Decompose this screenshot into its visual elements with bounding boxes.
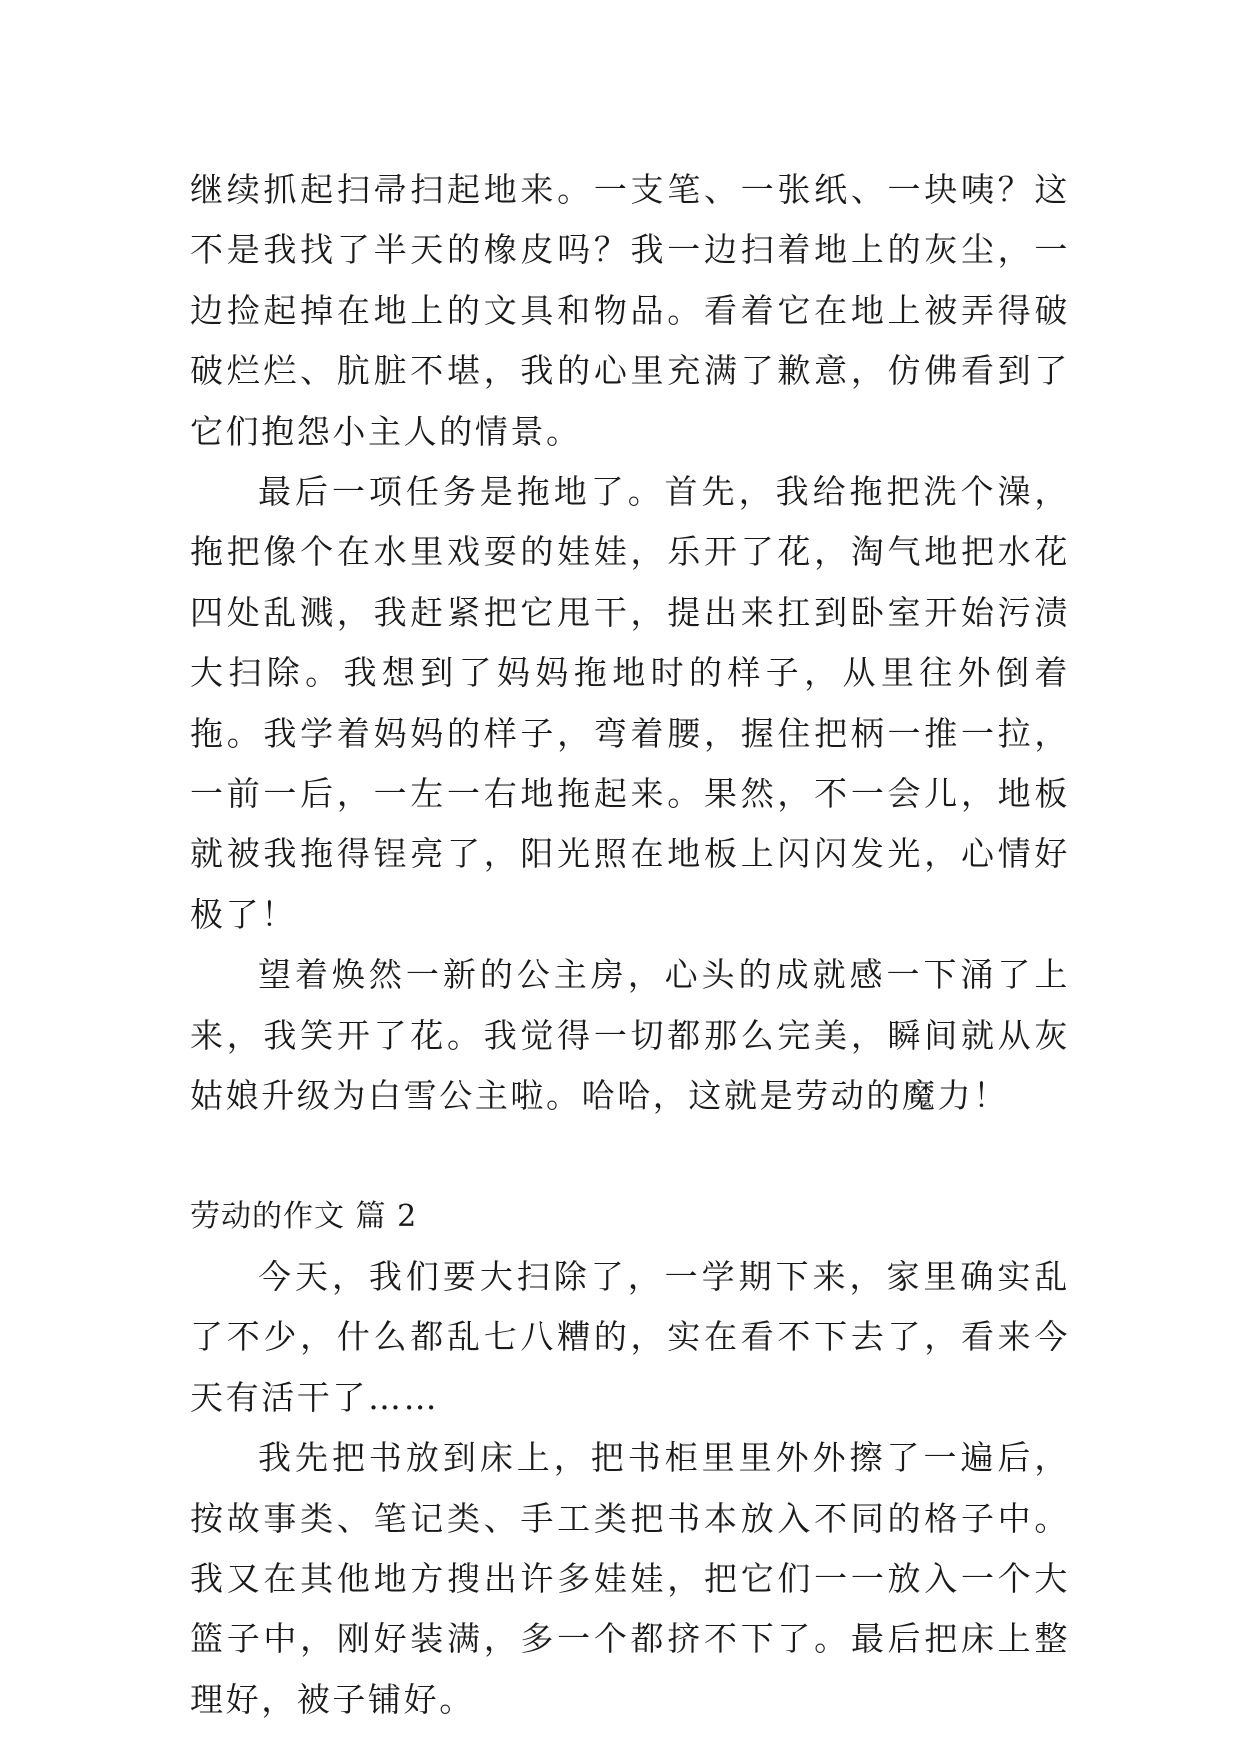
document-body	[190, 160, 1070, 1730]
paragraph-1: 继续抓起扫帚扫起地来。一支笔、一张纸、一块咦？这不是我找了半天的橡皮吗？我一边扫着地上的灰尘，一边捡起掉在地上的文具和物品。看着它在地上被弄得破破烂烂、肮脏不堪，我的心里充满了歉意，仿佛看到了它们抱怨小主人的情景。	[190, 170, 1070, 451]
paragraph-5: 我先把书放到床上，把书柜里里外外擦了一遍后，按故事类、笔记类、手工类把书本放入不同的格子中。我又在其他地方搜出许多娃娃，把它们一一放入一个大篮子中，刚好装满，多一个都挤不下了。最后把床上整理好，被子铺好。	[190, 1438, 1070, 1719]
section-heading: 劳动的作文 篇 2	[190, 1198, 418, 1234]
paragraph-2: 最后一项任务是拖地了。首先，我给拖把洗个澡，拖把像个在水里戏耍的娃娃，乐开了花，淘气地把水花四处乱溅，我赶紧把它甩干，提出来扛到卧室开始污渍大扫除。我想到了妈妈拖地时的样子，从里往外倒着拖。我学着妈妈的样子，弯着腰，握住把柄一推一拉，一前一后，一左一右地拖起来。果然，不一会儿，地板就被我拖得锃亮了，阳光照在地板上闪闪发光，心情好极了！	[190, 472, 1070, 934]
paragraph-3: 望着焕然一新的公主房，心头的成就感一下涌了上来，我笑开了花。我觉得一切都那么完美，瞬间就从灰姑娘升级为白雪公主啦。哈哈，这就是劳动的魔力！	[190, 955, 1070, 1116]
paragraph-4: 今天，我们要大扫除了，一学期下来，家里确实乱了不少，什么都乱七八糟的，实在看不下去了，看来今天有活干了……	[190, 1256, 1070, 1417]
